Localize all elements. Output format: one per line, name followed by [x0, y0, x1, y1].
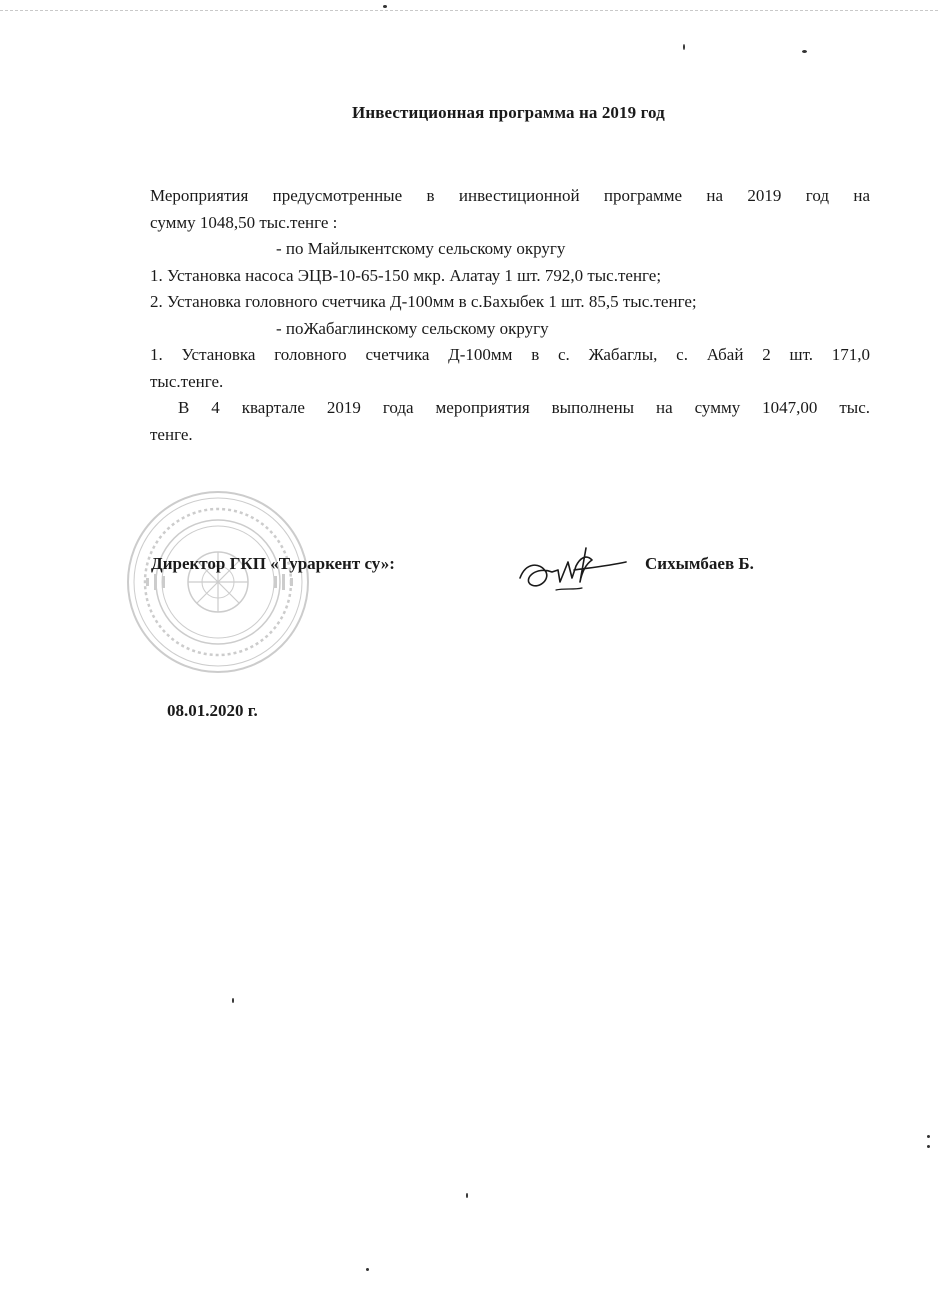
- director-label: Директор ГКП «Тураркент су»:: [151, 554, 395, 573]
- scan-speck: [366, 1268, 369, 1271]
- summary-continuation: тенге.: [150, 424, 193, 444]
- director-name: Сихымбаев Б.: [645, 554, 754, 573]
- scan-speck: [927, 1145, 930, 1148]
- district-heading-maylykent: - по Майлыкентскому сельскому округу: [276, 239, 566, 258]
- scan-speck: [232, 998, 234, 1003]
- list-item: 1. Установка головного счетчика Д-100мм в с. Жабаглы, с. Абай 2 шт. 171,0: [150, 345, 870, 364]
- intro-line: сумму 1048,50 тыс.тенге :: [150, 212, 338, 232]
- official-seal-stamp: [124, 488, 312, 676]
- scan-top-edge: [0, 10, 938, 12]
- scan-speck: [383, 5, 387, 8]
- scan-speck: [927, 1135, 930, 1138]
- list-item-continuation: тыс.тенге.: [150, 371, 224, 391]
- handwritten-signature: [516, 532, 628, 602]
- district-heading-zhabagly: - поЖабаглинскому сельскому округу: [276, 318, 549, 338]
- document-title: Инвестиционная программа на 2019 год: [352, 103, 665, 122]
- scan-speck: [802, 50, 807, 53]
- list-item: 2. Установка головного счетчика Д-100мм в с.Бахыбек 1 шт. 85,5 тыс.тенге;: [150, 292, 697, 311]
- document-body: [150, 183, 870, 448]
- intro-line: Мероприятия предусмотренные в инвестиционной программе на 2019 год на: [150, 186, 870, 205]
- list-item: 1. Установка насоса ЭЦВ-10-65-150 мкр. Алатау 1 шт. 792,0 тыс.тенге;: [150, 265, 662, 285]
- scan-speck: [466, 1193, 468, 1198]
- summary-paragraph: В 4 квартале 2019 года мероприятия выполнены на сумму 1047,00 тыс.: [178, 398, 870, 417]
- scan-speck: [683, 44, 685, 50]
- document-date: 08.01.2020 г.: [167, 701, 258, 720]
